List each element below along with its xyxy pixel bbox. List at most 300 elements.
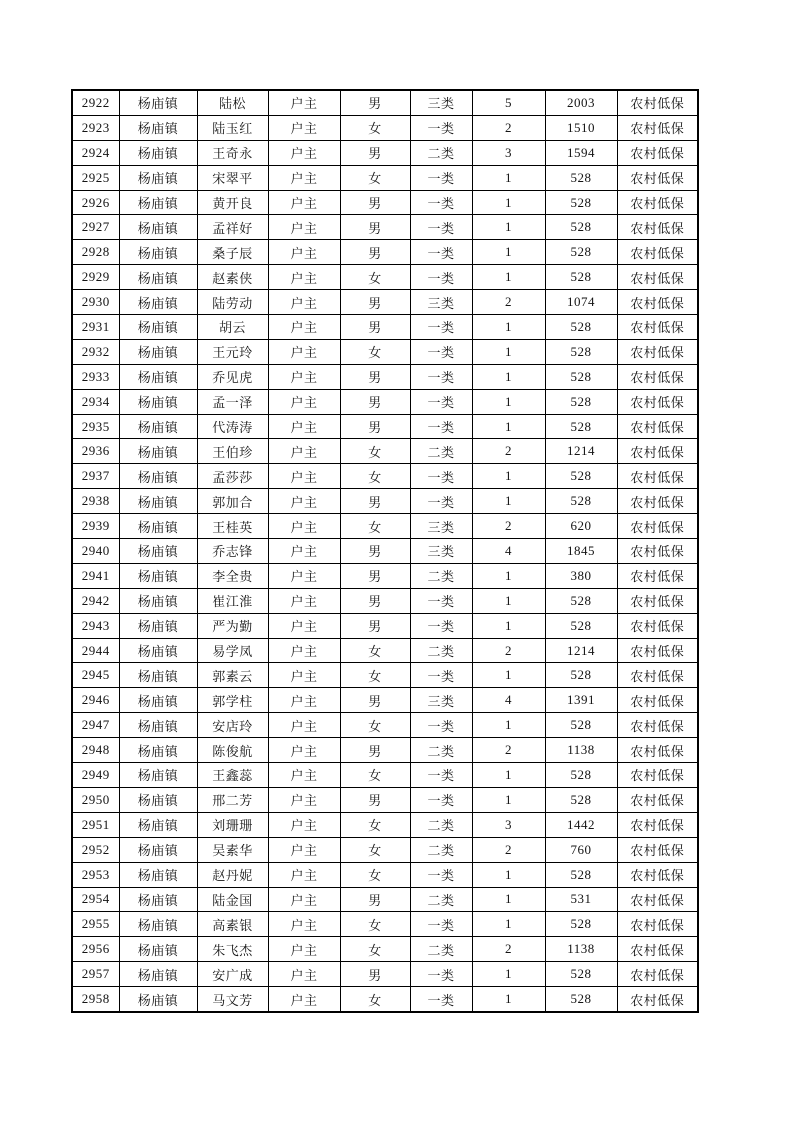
cell-category: 二类 bbox=[410, 563, 472, 588]
table-row bbox=[72, 763, 698, 788]
table-row bbox=[72, 937, 698, 962]
cell-gender: 女 bbox=[340, 514, 410, 539]
table-row bbox=[72, 987, 698, 1012]
cell-relation-to-head: 户主 bbox=[268, 364, 340, 389]
cell-assistance-type: 农村低保 bbox=[617, 638, 698, 663]
cell-relation-to-head: 户主 bbox=[268, 165, 340, 190]
cell-town: 杨庙镇 bbox=[119, 140, 197, 165]
cell-assistance-type: 农村低保 bbox=[617, 364, 698, 389]
cell-amount: 528 bbox=[545, 713, 617, 738]
cell-serial-number: 2957 bbox=[72, 962, 119, 987]
cell-town: 杨庙镇 bbox=[119, 265, 197, 290]
table-body bbox=[72, 90, 698, 1012]
cell-category: 三类 bbox=[410, 290, 472, 315]
table-row bbox=[72, 912, 698, 937]
cell-town: 杨庙镇 bbox=[119, 339, 197, 364]
cell-relation-to-head: 户主 bbox=[268, 812, 340, 837]
cell-town: 杨庙镇 bbox=[119, 514, 197, 539]
table-row bbox=[72, 339, 698, 364]
cell-relation-to-head: 户主 bbox=[268, 837, 340, 862]
cell-assistance-type: 农村低保 bbox=[617, 713, 698, 738]
cell-name: 陆金国 bbox=[197, 887, 268, 912]
cell-serial-number: 2922 bbox=[72, 90, 119, 115]
cell-person-count: 1 bbox=[472, 215, 545, 240]
cell-amount: 528 bbox=[545, 315, 617, 340]
cell-gender: 男 bbox=[340, 738, 410, 763]
cell-person-count: 2 bbox=[472, 837, 545, 862]
cell-assistance-type: 农村低保 bbox=[617, 265, 698, 290]
cell-category: 三类 bbox=[410, 514, 472, 539]
cell-town: 杨庙镇 bbox=[119, 215, 197, 240]
cell-gender: 女 bbox=[340, 464, 410, 489]
cell-category: 一类 bbox=[410, 190, 472, 215]
cell-town: 杨庙镇 bbox=[119, 763, 197, 788]
cell-amount: 528 bbox=[545, 663, 617, 688]
cell-serial-number: 2953 bbox=[72, 862, 119, 887]
cell-name: 王元玲 bbox=[197, 339, 268, 364]
cell-relation-to-head: 户主 bbox=[268, 90, 340, 115]
cell-town: 杨庙镇 bbox=[119, 812, 197, 837]
cell-person-count: 1 bbox=[472, 588, 545, 613]
table-row bbox=[72, 489, 698, 514]
table-row bbox=[72, 265, 698, 290]
cell-town: 杨庙镇 bbox=[119, 887, 197, 912]
cell-assistance-type: 农村低保 bbox=[617, 90, 698, 115]
cell-amount: 528 bbox=[545, 787, 617, 812]
cell-amount: 528 bbox=[545, 240, 617, 265]
cell-amount: 528 bbox=[545, 912, 617, 937]
cell-amount: 1510 bbox=[545, 115, 617, 140]
cell-town: 杨庙镇 bbox=[119, 837, 197, 862]
cell-amount: 1442 bbox=[545, 812, 617, 837]
cell-assistance-type: 农村低保 bbox=[617, 763, 698, 788]
cell-town: 杨庙镇 bbox=[119, 962, 197, 987]
cell-name: 朱飞杰 bbox=[197, 937, 268, 962]
cell-serial-number: 2950 bbox=[72, 787, 119, 812]
cell-serial-number: 2945 bbox=[72, 663, 119, 688]
table-row bbox=[72, 887, 698, 912]
cell-relation-to-head: 户主 bbox=[268, 688, 340, 713]
cell-town: 杨庙镇 bbox=[119, 414, 197, 439]
cell-serial-number: 2927 bbox=[72, 215, 119, 240]
cell-relation-to-head: 户主 bbox=[268, 514, 340, 539]
table-row bbox=[72, 638, 698, 663]
cell-relation-to-head: 户主 bbox=[268, 787, 340, 812]
cell-gender: 女 bbox=[340, 339, 410, 364]
cell-serial-number: 2939 bbox=[72, 514, 119, 539]
cell-name: 乔见虎 bbox=[197, 364, 268, 389]
cell-assistance-type: 农村低保 bbox=[617, 887, 698, 912]
cell-amount: 528 bbox=[545, 190, 617, 215]
cell-town: 杨庙镇 bbox=[119, 489, 197, 514]
cell-amount: 1845 bbox=[545, 539, 617, 564]
cell-serial-number: 2931 bbox=[72, 315, 119, 340]
cell-name: 易学凤 bbox=[197, 638, 268, 663]
cell-category: 三类 bbox=[410, 90, 472, 115]
cell-gender: 女 bbox=[340, 115, 410, 140]
cell-name: 安店玲 bbox=[197, 713, 268, 738]
cell-person-count: 4 bbox=[472, 688, 545, 713]
cell-amount: 620 bbox=[545, 514, 617, 539]
cell-category: 二类 bbox=[410, 638, 472, 663]
cell-amount: 528 bbox=[545, 464, 617, 489]
cell-assistance-type: 农村低保 bbox=[617, 190, 698, 215]
cell-serial-number: 2928 bbox=[72, 240, 119, 265]
cell-assistance-type: 农村低保 bbox=[617, 937, 698, 962]
cell-serial-number: 2923 bbox=[72, 115, 119, 140]
cell-category: 一类 bbox=[410, 339, 472, 364]
cell-category: 一类 bbox=[410, 414, 472, 439]
cell-category: 一类 bbox=[410, 763, 472, 788]
table-row bbox=[72, 962, 698, 987]
table-row bbox=[72, 738, 698, 763]
cell-gender: 女 bbox=[340, 912, 410, 937]
cell-town: 杨庙镇 bbox=[119, 738, 197, 763]
cell-category: 一类 bbox=[410, 115, 472, 140]
cell-person-count: 5 bbox=[472, 90, 545, 115]
cell-category: 一类 bbox=[410, 165, 472, 190]
cell-assistance-type: 农村低保 bbox=[617, 563, 698, 588]
cell-assistance-type: 农村低保 bbox=[617, 688, 698, 713]
cell-person-count: 1 bbox=[472, 315, 545, 340]
cell-town: 杨庙镇 bbox=[119, 190, 197, 215]
cell-gender: 男 bbox=[340, 688, 410, 713]
cell-assistance-type: 农村低保 bbox=[617, 215, 698, 240]
cell-name: 马文芳 bbox=[197, 987, 268, 1012]
cell-person-count: 1 bbox=[472, 190, 545, 215]
cell-town: 杨庙镇 bbox=[119, 987, 197, 1012]
cell-serial-number: 2941 bbox=[72, 563, 119, 588]
cell-assistance-type: 农村低保 bbox=[617, 613, 698, 638]
cell-person-count: 3 bbox=[472, 812, 545, 837]
cell-relation-to-head: 户主 bbox=[268, 115, 340, 140]
cell-gender: 女 bbox=[340, 439, 410, 464]
table-row bbox=[72, 240, 698, 265]
cell-relation-to-head: 户主 bbox=[268, 489, 340, 514]
table-row bbox=[72, 613, 698, 638]
cell-relation-to-head: 户主 bbox=[268, 290, 340, 315]
cell-category: 一类 bbox=[410, 613, 472, 638]
cell-relation-to-head: 户主 bbox=[268, 937, 340, 962]
table-row bbox=[72, 414, 698, 439]
cell-person-count: 1 bbox=[472, 265, 545, 290]
cell-relation-to-head: 户主 bbox=[268, 713, 340, 738]
cell-name: 崔江淮 bbox=[197, 588, 268, 613]
cell-category: 一类 bbox=[410, 240, 472, 265]
cell-town: 杨庙镇 bbox=[119, 613, 197, 638]
cell-name: 王鑫蕊 bbox=[197, 763, 268, 788]
cell-serial-number: 2947 bbox=[72, 713, 119, 738]
cell-person-count: 2 bbox=[472, 290, 545, 315]
table-row bbox=[72, 862, 698, 887]
cell-gender: 男 bbox=[340, 290, 410, 315]
cell-amount: 528 bbox=[545, 862, 617, 887]
cell-amount: 528 bbox=[545, 265, 617, 290]
cell-serial-number: 2955 bbox=[72, 912, 119, 937]
cell-serial-number: 2948 bbox=[72, 738, 119, 763]
cell-name: 郭学柱 bbox=[197, 688, 268, 713]
cell-amount: 2003 bbox=[545, 90, 617, 115]
cell-serial-number: 2943 bbox=[72, 613, 119, 638]
cell-assistance-type: 农村低保 bbox=[617, 539, 698, 564]
cell-serial-number: 2938 bbox=[72, 489, 119, 514]
cell-relation-to-head: 户主 bbox=[268, 240, 340, 265]
cell-person-count: 1 bbox=[472, 912, 545, 937]
cell-town: 杨庙镇 bbox=[119, 787, 197, 812]
cell-category: 一类 bbox=[410, 862, 472, 887]
table-row bbox=[72, 713, 698, 738]
cell-relation-to-head: 户主 bbox=[268, 862, 340, 887]
cell-person-count: 3 bbox=[472, 140, 545, 165]
cell-category: 二类 bbox=[410, 439, 472, 464]
cell-name: 赵素侠 bbox=[197, 265, 268, 290]
cell-relation-to-head: 户主 bbox=[268, 140, 340, 165]
cell-gender: 女 bbox=[340, 713, 410, 738]
cell-name: 王奇永 bbox=[197, 140, 268, 165]
cell-category: 一类 bbox=[410, 912, 472, 937]
cell-amount: 528 bbox=[545, 962, 617, 987]
cell-amount: 1074 bbox=[545, 290, 617, 315]
cell-person-count: 4 bbox=[472, 539, 545, 564]
cell-serial-number: 2937 bbox=[72, 464, 119, 489]
cell-person-count: 1 bbox=[472, 563, 545, 588]
cell-assistance-type: 农村低保 bbox=[617, 514, 698, 539]
cell-category: 二类 bbox=[410, 812, 472, 837]
table-row bbox=[72, 90, 698, 115]
cell-assistance-type: 农村低保 bbox=[617, 240, 698, 265]
cell-amount: 528 bbox=[545, 588, 617, 613]
cell-assistance-type: 农村低保 bbox=[617, 738, 698, 763]
cell-amount: 1138 bbox=[545, 937, 617, 962]
cell-person-count: 2 bbox=[472, 115, 545, 140]
cell-relation-to-head: 户主 bbox=[268, 763, 340, 788]
cell-gender: 男 bbox=[340, 962, 410, 987]
cell-relation-to-head: 户主 bbox=[268, 613, 340, 638]
cell-assistance-type: 农村低保 bbox=[617, 115, 698, 140]
table-row bbox=[72, 514, 698, 539]
cell-person-count: 2 bbox=[472, 638, 545, 663]
cell-person-count: 1 bbox=[472, 389, 545, 414]
cell-category: 一类 bbox=[410, 364, 472, 389]
cell-relation-to-head: 户主 bbox=[268, 339, 340, 364]
cell-category: 一类 bbox=[410, 987, 472, 1012]
cell-gender: 女 bbox=[340, 663, 410, 688]
table-row bbox=[72, 215, 698, 240]
cell-name: 刘珊珊 bbox=[197, 812, 268, 837]
cell-town: 杨庙镇 bbox=[119, 912, 197, 937]
cell-gender: 男 bbox=[340, 315, 410, 340]
cell-amount: 760 bbox=[545, 837, 617, 862]
cell-person-count: 2 bbox=[472, 439, 545, 464]
table-row bbox=[72, 140, 698, 165]
table-row bbox=[72, 464, 698, 489]
cell-town: 杨庙镇 bbox=[119, 588, 197, 613]
cell-person-count: 1 bbox=[472, 787, 545, 812]
cell-name: 高素银 bbox=[197, 912, 268, 937]
cell-town: 杨庙镇 bbox=[119, 688, 197, 713]
cell-town: 杨庙镇 bbox=[119, 439, 197, 464]
cell-category: 二类 bbox=[410, 887, 472, 912]
cell-name: 赵丹妮 bbox=[197, 862, 268, 887]
cell-person-count: 1 bbox=[472, 862, 545, 887]
table-row bbox=[72, 364, 698, 389]
data-table bbox=[71, 89, 699, 1013]
cell-category: 一类 bbox=[410, 588, 472, 613]
cell-gender: 男 bbox=[340, 539, 410, 564]
cell-name: 桑子辰 bbox=[197, 240, 268, 265]
cell-category: 一类 bbox=[410, 215, 472, 240]
cell-person-count: 1 bbox=[472, 962, 545, 987]
cell-category: 一类 bbox=[410, 389, 472, 414]
cell-gender: 女 bbox=[340, 937, 410, 962]
cell-person-count: 1 bbox=[472, 165, 545, 190]
cell-name: 严为勤 bbox=[197, 613, 268, 638]
cell-name: 乔志锋 bbox=[197, 539, 268, 564]
cell-category: 一类 bbox=[410, 489, 472, 514]
cell-gender: 男 bbox=[340, 588, 410, 613]
cell-category: 二类 bbox=[410, 140, 472, 165]
cell-assistance-type: 农村低保 bbox=[617, 439, 698, 464]
cell-assistance-type: 农村低保 bbox=[617, 837, 698, 862]
cell-serial-number: 2933 bbox=[72, 364, 119, 389]
cell-amount: 1594 bbox=[545, 140, 617, 165]
cell-assistance-type: 农村低保 bbox=[617, 339, 698, 364]
cell-category: 一类 bbox=[410, 265, 472, 290]
cell-town: 杨庙镇 bbox=[119, 464, 197, 489]
table-row bbox=[72, 165, 698, 190]
cell-gender: 男 bbox=[340, 90, 410, 115]
cell-relation-to-head: 户主 bbox=[268, 190, 340, 215]
cell-person-count: 1 bbox=[472, 339, 545, 364]
cell-serial-number: 2936 bbox=[72, 439, 119, 464]
cell-person-count: 1 bbox=[472, 364, 545, 389]
cell-serial-number: 2926 bbox=[72, 190, 119, 215]
cell-name: 郭素云 bbox=[197, 663, 268, 688]
cell-name: 吴素华 bbox=[197, 837, 268, 862]
cell-assistance-type: 农村低保 bbox=[617, 787, 698, 812]
cell-relation-to-head: 户主 bbox=[268, 265, 340, 290]
cell-town: 杨庙镇 bbox=[119, 364, 197, 389]
cell-assistance-type: 农村低保 bbox=[617, 962, 698, 987]
cell-name: 陆劳动 bbox=[197, 290, 268, 315]
table-row bbox=[72, 812, 698, 837]
cell-amount: 528 bbox=[545, 165, 617, 190]
cell-town: 杨庙镇 bbox=[119, 315, 197, 340]
cell-town: 杨庙镇 bbox=[119, 638, 197, 663]
table-row bbox=[72, 688, 698, 713]
cell-relation-to-head: 户主 bbox=[268, 912, 340, 937]
cell-town: 杨庙镇 bbox=[119, 713, 197, 738]
cell-amount: 528 bbox=[545, 389, 617, 414]
cell-relation-to-head: 户主 bbox=[268, 887, 340, 912]
cell-gender: 男 bbox=[340, 215, 410, 240]
cell-amount: 528 bbox=[545, 489, 617, 514]
cell-person-count: 1 bbox=[472, 763, 545, 788]
cell-relation-to-head: 户主 bbox=[268, 588, 340, 613]
cell-gender: 男 bbox=[340, 563, 410, 588]
cell-person-count: 1 bbox=[472, 713, 545, 738]
cell-serial-number: 2925 bbox=[72, 165, 119, 190]
cell-person-count: 1 bbox=[472, 414, 545, 439]
cell-person-count: 1 bbox=[472, 663, 545, 688]
table-row bbox=[72, 539, 698, 564]
cell-relation-to-head: 户主 bbox=[268, 464, 340, 489]
cell-gender: 男 bbox=[340, 489, 410, 514]
cell-amount: 1214 bbox=[545, 638, 617, 663]
cell-relation-to-head: 户主 bbox=[268, 389, 340, 414]
cell-gender: 女 bbox=[340, 265, 410, 290]
cell-person-count: 1 bbox=[472, 489, 545, 514]
cell-category: 一类 bbox=[410, 962, 472, 987]
cell-name: 陈俊航 bbox=[197, 738, 268, 763]
cell-person-count: 1 bbox=[472, 464, 545, 489]
cell-serial-number: 2946 bbox=[72, 688, 119, 713]
table-row bbox=[72, 787, 698, 812]
cell-category: 一类 bbox=[410, 787, 472, 812]
cell-name: 王桂英 bbox=[197, 514, 268, 539]
cell-category: 二类 bbox=[410, 738, 472, 763]
cell-relation-to-head: 户主 bbox=[268, 315, 340, 340]
cell-person-count: 1 bbox=[472, 240, 545, 265]
cell-category: 二类 bbox=[410, 837, 472, 862]
cell-town: 杨庙镇 bbox=[119, 937, 197, 962]
cell-assistance-type: 农村低保 bbox=[617, 588, 698, 613]
table-row bbox=[72, 115, 698, 140]
cell-gender: 男 bbox=[340, 389, 410, 414]
cell-gender: 女 bbox=[340, 165, 410, 190]
cell-name: 胡云 bbox=[197, 315, 268, 340]
cell-amount: 531 bbox=[545, 887, 617, 912]
cell-category: 一类 bbox=[410, 464, 472, 489]
cell-category: 一类 bbox=[410, 663, 472, 688]
cell-category: 三类 bbox=[410, 539, 472, 564]
cell-name: 郭加合 bbox=[197, 489, 268, 514]
cell-amount: 528 bbox=[545, 339, 617, 364]
cell-town: 杨庙镇 bbox=[119, 115, 197, 140]
cell-amount: 1138 bbox=[545, 738, 617, 763]
cell-amount: 1391 bbox=[545, 688, 617, 713]
table-row bbox=[72, 389, 698, 414]
cell-gender: 女 bbox=[340, 862, 410, 887]
cell-name: 孟一泽 bbox=[197, 389, 268, 414]
cell-serial-number: 2956 bbox=[72, 937, 119, 962]
table-row bbox=[72, 588, 698, 613]
cell-assistance-type: 农村低保 bbox=[617, 912, 698, 937]
cell-town: 杨庙镇 bbox=[119, 290, 197, 315]
cell-name: 代涛涛 bbox=[197, 414, 268, 439]
cell-serial-number: 2952 bbox=[72, 837, 119, 862]
cell-town: 杨庙镇 bbox=[119, 563, 197, 588]
cell-category: 三类 bbox=[410, 688, 472, 713]
cell-assistance-type: 农村低保 bbox=[617, 987, 698, 1012]
cell-assistance-type: 农村低保 bbox=[617, 464, 698, 489]
cell-assistance-type: 农村低保 bbox=[617, 862, 698, 887]
cell-town: 杨庙镇 bbox=[119, 663, 197, 688]
cell-serial-number: 2932 bbox=[72, 339, 119, 364]
cell-name: 安广成 bbox=[197, 962, 268, 987]
cell-person-count: 1 bbox=[472, 887, 545, 912]
table-row bbox=[72, 315, 698, 340]
cell-amount: 528 bbox=[545, 215, 617, 240]
cell-person-count: 1 bbox=[472, 987, 545, 1012]
cell-name: 陆松 bbox=[197, 90, 268, 115]
cell-assistance-type: 农村低保 bbox=[617, 389, 698, 414]
cell-assistance-type: 农村低保 bbox=[617, 663, 698, 688]
cell-relation-to-head: 户主 bbox=[268, 987, 340, 1012]
cell-relation-to-head: 户主 bbox=[268, 439, 340, 464]
cell-gender: 女 bbox=[340, 812, 410, 837]
cell-person-count: 2 bbox=[472, 937, 545, 962]
